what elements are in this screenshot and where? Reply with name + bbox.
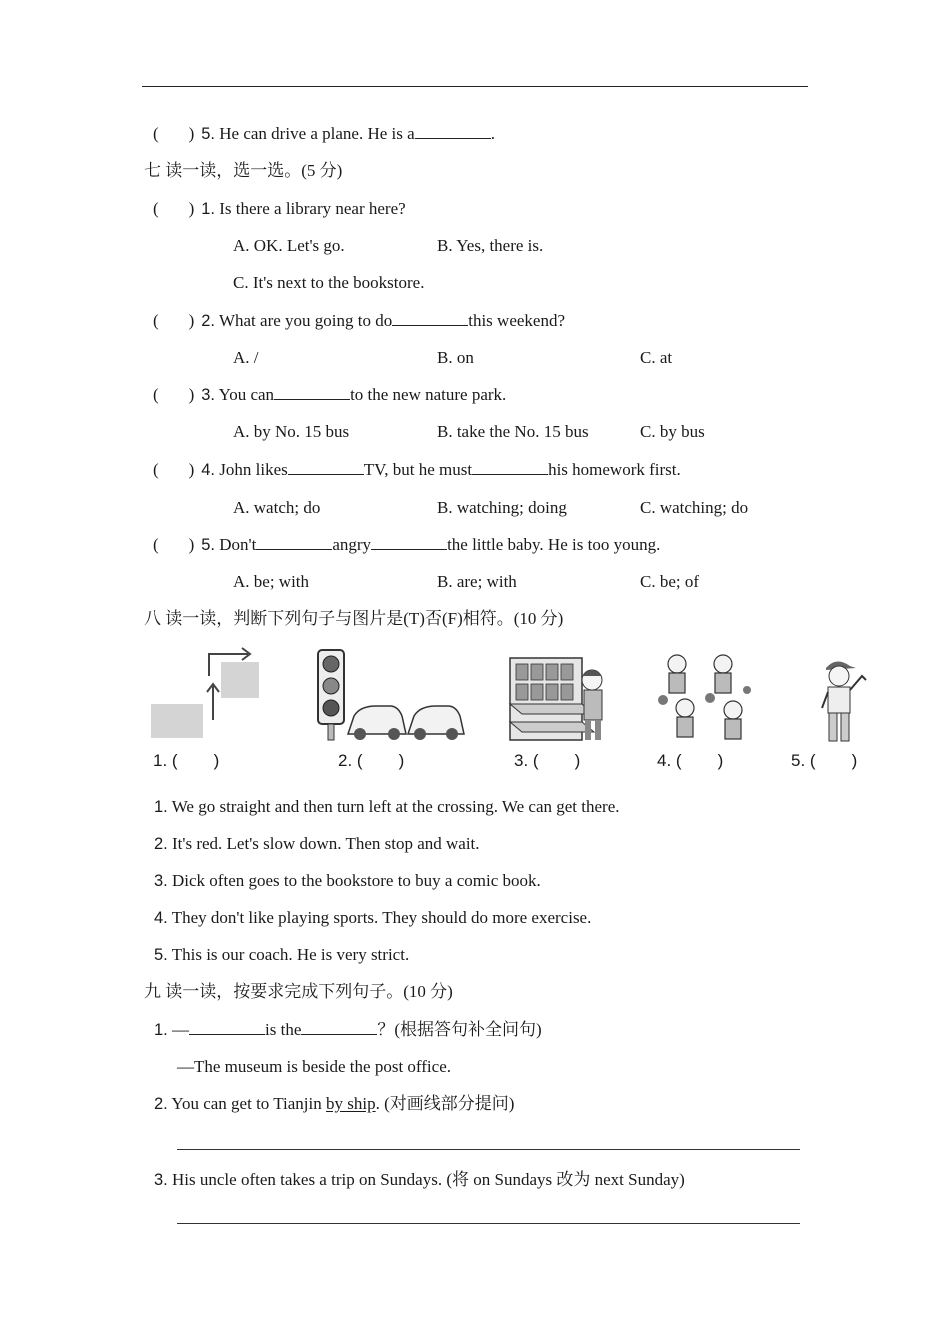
s8-sentence-2: 2. It's red. Let's slow down. Then stop and wait. <box>154 834 480 853</box>
s7-question-2: ( ) 2. What are you going to do this weekend? <box>153 311 566 330</box>
top-rule <box>142 86 808 87</box>
s7-question-4: ( ) 4. John likes TV, but he must his homework first. <box>153 460 681 479</box>
s7-q2-option-b: B. on <box>437 348 474 367</box>
picture-label-4: 4. ( ) <box>657 751 724 770</box>
picture-label-2: 2. ( ) <box>338 751 405 770</box>
s7-question-1: ( ) 1. Is there a library near here? <box>153 199 406 218</box>
section8-heading: 八 读一读，判断下列句子与图片是(T)否(F)相符。(10 分) <box>144 609 564 628</box>
s7-q4-option-c: C. watching; do <box>640 498 749 517</box>
directions-arrow-icon <box>148 646 263 741</box>
answer-blank[interactable] <box>415 124 491 139</box>
s7-question-3: ( ) 3. You can to the new nature park. <box>153 385 507 404</box>
picture-label-1: 1. ( ) <box>153 751 220 770</box>
s7-q4-option-b: B. watching; doing <box>437 498 567 517</box>
s8-sentence-5: 5. This is our coach. He is very strict. <box>154 945 410 964</box>
s7-question-5: ( ) 5. Don't angry the little baby. He is too young. <box>153 535 661 554</box>
s7-q2-option-c: C. at <box>640 348 673 367</box>
s7-q3-option-a: A. by No. 15 bus <box>233 422 350 441</box>
s8-sentence-1: 1. We go straight and then turn left at the crossing. We can get there. <box>154 797 620 816</box>
picture-label-5: 5. ( ) <box>791 751 858 770</box>
section7-heading: 七 读一读，选一选。(5 分) <box>144 161 343 180</box>
section9-heading: 九 读一读，按要求完成下列句子。(10 分) <box>144 982 453 1001</box>
s9-question-3: 3. His uncle often takes a trip on Sundays. (将 on Sundays 改为 next Sunday) <box>154 1170 685 1189</box>
answer-blank[interactable] <box>189 1020 265 1035</box>
s9-question-2: 2. You can get to Tianjin by ship. (对画线部分提问) <box>154 1094 515 1113</box>
s8-sentence-4: 4. They don't like playing sports. They should do more exercise. <box>154 908 592 927</box>
s9-q3-answer-line[interactable] <box>177 1223 800 1224</box>
s7-q5-option-b: B. are; with <box>437 572 517 591</box>
s7-q2-option-a: A. / <box>233 348 259 367</box>
picture-label-3: 3. ( ) <box>514 751 581 770</box>
bookstore-boy-icon <box>506 652 611 744</box>
s7-q5-option-a: A. be; with <box>233 572 310 591</box>
answer-blank[interactable] <box>301 1020 377 1035</box>
s9-question-1: 1. — is the ？(根据答句补全问句) <box>154 1020 542 1039</box>
s9-q2-answer-line[interactable] <box>177 1149 800 1150</box>
s7-q4-option-a: A. watch; do <box>233 498 321 517</box>
traffic-light-cars-icon <box>298 646 468 744</box>
s7-q1-option-c: C. It's next to the bookstore. <box>233 273 425 292</box>
s7-q1-option-a: A. OK. Let's go. <box>233 236 345 255</box>
kids-playing-sports-icon <box>655 650 755 746</box>
s7-q1-option-b: B. Yes, there is. <box>437 236 544 255</box>
s7-q5-option-c: C. be; of <box>640 572 700 591</box>
s7-q3-option-c: C. by bus <box>640 422 705 441</box>
s9-q1-answer: —The museum is beside the post office. <box>177 1057 451 1076</box>
s7-q3-option-b: B. take the No. 15 bus <box>437 422 589 441</box>
s8-sentence-3: 3. Dick often goes to the bookstore to buy a comic book. <box>154 871 541 890</box>
coach-icon <box>812 654 872 746</box>
s6-item-5: ( ) 5. He can drive a plane. He is a . <box>153 124 495 143</box>
